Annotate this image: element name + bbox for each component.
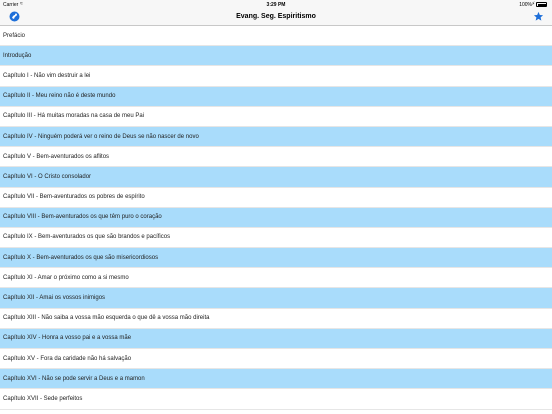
star-icon[interactable] xyxy=(533,11,544,22)
list-item[interactable] xyxy=(0,309,552,329)
list-item-label: Capítulo XI - Amar o próximo como a si mesmo xyxy=(3,274,129,281)
list-item-label: Capítulo III - Há muitas moradas na casa de meu Pai xyxy=(3,113,145,120)
list-item[interactable] xyxy=(0,87,552,107)
list-item-label: Capítulo XV - Fora da caridade não há salvação xyxy=(3,355,132,362)
list-item-label: Capítulo IV - Ninguém poderá ver o reino de Deus se não nascer de novo xyxy=(3,133,199,140)
battery-icon xyxy=(536,2,547,7)
list-item-label: Capítulo X - Bem-aventurados os que são misericordiosos xyxy=(3,254,159,261)
chapter-list xyxy=(0,26,552,410)
list-item-label: Capítulo II - Meu reino não é deste mundo xyxy=(3,93,116,100)
list-item[interactable] xyxy=(0,288,552,308)
list-item-label: Capítulo IX - Bem-aventurados os que são brandos e pacíficos xyxy=(3,234,171,241)
list-item[interactable] xyxy=(0,228,552,248)
list-item-label: Capítulo VII - Bem-aventurados os pobres de espírito xyxy=(3,194,145,201)
list-item[interactable] xyxy=(0,268,552,288)
list-item[interactable] xyxy=(0,107,552,127)
list-item[interactable] xyxy=(0,208,552,228)
list-item[interactable] xyxy=(0,167,552,187)
list-item-label: Capítulo XII - Amai os vossos inimigos xyxy=(3,295,106,302)
list-item[interactable] xyxy=(0,248,552,268)
list-item[interactable] xyxy=(0,329,552,349)
list-item[interactable] xyxy=(0,26,552,46)
list-item-label: Capítulo I - Não vim destruir a lei xyxy=(3,72,91,79)
list-item-label: Capítulo XIV - Honra a vosso pai e a vossa mãe xyxy=(3,335,132,342)
list-item[interactable] xyxy=(0,188,552,208)
status-time: 3:29 PM xyxy=(266,2,286,8)
list-item[interactable] xyxy=(0,389,552,409)
list-item-label: Capítulo V - Bem-aventurados os aflitos xyxy=(3,153,110,160)
wifi-icon: ≈ xyxy=(20,1,23,7)
list-item[interactable] xyxy=(0,349,552,369)
list-item[interactable] xyxy=(0,369,552,389)
carrier-label: Carrier xyxy=(3,2,19,8)
list-item-label: Capítulo VI - O Cristo consolador xyxy=(3,173,92,180)
charging-icon: ⚡ xyxy=(531,1,535,7)
list-item[interactable] xyxy=(0,46,552,66)
list-item-label: Prefácio xyxy=(3,32,26,39)
list-item-label: Capítulo XVI - Não se pode servir a Deus e a mamon xyxy=(3,375,145,382)
battery-percent: 100% xyxy=(519,2,532,8)
list-item[interactable] xyxy=(0,147,552,167)
status-bar xyxy=(0,0,552,9)
list-item-label: Capítulo XVII - Sede perfeitos xyxy=(3,395,83,402)
page-title: Evang. Seg. Espiritismo xyxy=(236,13,316,20)
list-item[interactable] xyxy=(0,66,552,86)
list-item[interactable] xyxy=(0,127,552,147)
list-item-label: Capítulo XIII - Não saiba a vossa mão esquerda o que dê a vossa mão direita xyxy=(3,315,210,322)
navigation-bar xyxy=(0,9,552,26)
list-item-label: Introdução xyxy=(3,52,32,59)
list-item-label: Capítulo VIII - Bem-aventurados os que têm puro o coração xyxy=(3,214,162,221)
